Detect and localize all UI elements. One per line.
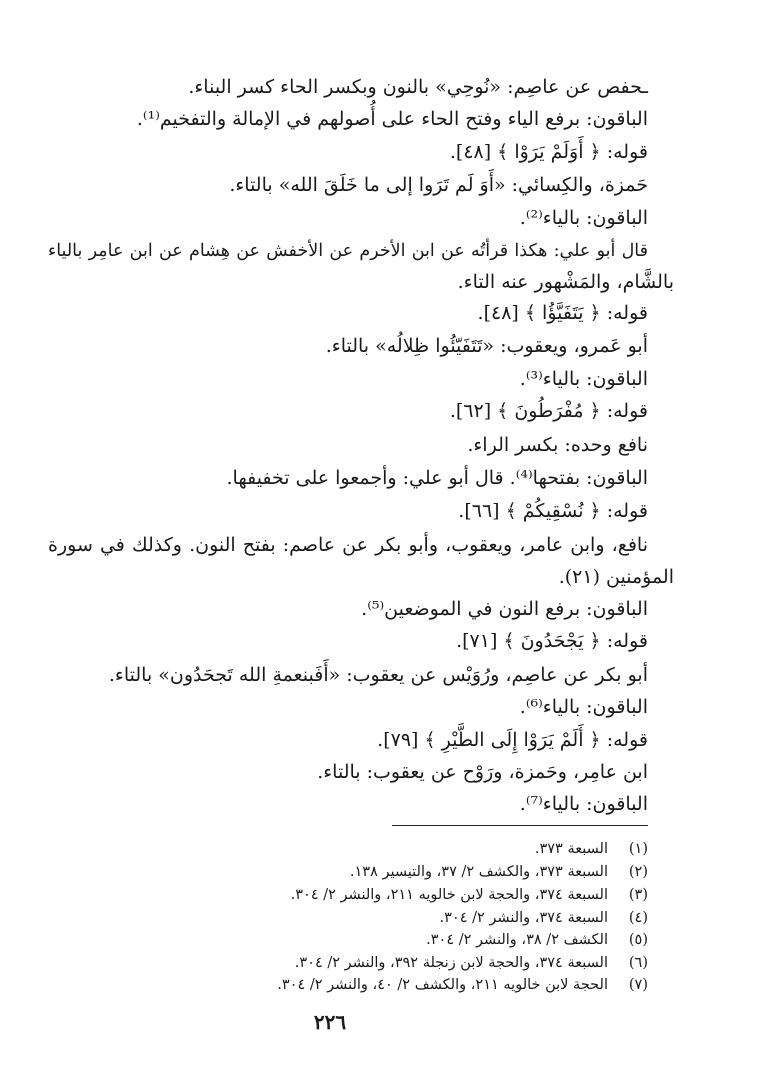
text-line: حَمزة، والكِسائي: «أَوَ لَم تَرَوا إلى ما خَلَقَ الله» بالتاء. <box>229 174 648 196</box>
text-line: قوله: ﴿ يَجْحَدُونَ ﴾ [٧١]. <box>456 630 648 652</box>
footnote-number: (٧) <box>628 977 648 993</box>
text-line: نافع وحده: بكسر الراء. <box>467 434 648 456</box>
text-line: قوله: ﴿ مُفْرَطُونَ ﴾ [٦٢]. <box>449 400 648 422</box>
footnote <box>295 953 648 973</box>
footnote-number: (٤) <box>628 910 648 926</box>
footnote-text: السبعة ٣٧٣، والكشف ٢/ ٣٧، والتيسير ١٣٨. <box>349 864 608 880</box>
text-line: قوله: ﴿ أَوَلَمْ يَرَوْا ﴾ [٤٨]. <box>449 141 648 163</box>
text-line: الباقون: بالياء⁽²⁾. <box>519 207 648 229</box>
footnote <box>291 885 648 905</box>
footnote-number: (١) <box>628 841 648 857</box>
text-line: الباقون: بالياء⁽⁷⁾. <box>519 793 648 815</box>
footnote-text: الحجة لابن خالويه ٢١١، والكشف ٢/ ٤٠، والنشر ٢/ ٣٠٤. <box>277 977 608 993</box>
text-line: بالشَّام، والمَشْهور عنه التاء. <box>457 271 674 293</box>
footnote <box>350 862 648 882</box>
footnote <box>277 975 648 995</box>
footnote-text: السبعة ٣٧٣. <box>534 841 608 857</box>
text-line: قوله: ﴿ أَلَمْ يَرَوْا إِلَى الطَّيْرِ ﴾ [٧٩]. <box>377 729 648 751</box>
footnote-separator <box>392 825 648 826</box>
text-line: قال أبو علي: هكذا قرأتُه عن ابن الأخرم عن الأخفش عن هِشام عن ابن عامِر بالياء <box>48 241 648 261</box>
footnote-text: السبعة ٣٧٤، والحجة لابن خالويه ٢١١، والنشر ٢/ ٣٠٤. <box>290 887 608 903</box>
text-line: قوله: ﴿ يَتَفَيَّؤُا ﴾ [٤٨]. <box>477 302 648 324</box>
footnote <box>426 930 648 950</box>
text-line: الباقون: بالياء⁽⁶⁾. <box>519 696 648 718</box>
text-line: أبو بكر عن عاصِم، ورُوَيْس عن يعقوب: «أَفَبنعمةِ الله تَجحَدُون» بالتاء. <box>108 664 648 686</box>
footnote-text: السبعة ٣٧٤، والحجة لابن زنجلة ٣٩٢، والنشر ٢/ ٣٠٤. <box>294 955 608 971</box>
text-line: أبو عَمرو، ويعقوب: «تَتَفَيّئُوا ظِلالُه» بالتاء. <box>325 335 648 357</box>
text-line: قوله: ﴿ نُسْقِيكُمْ ﴾ [٦٦]. <box>458 500 648 522</box>
footnote <box>535 839 648 859</box>
footnote-text: السبعة ٣٧٤، والنشر ٢/ ٣٠٤. <box>439 910 608 926</box>
footnote <box>440 908 648 928</box>
text-line: نافع، وابن عامر، ويعقوب، وأبو بكر عن عاصم: بفتح النون. وكذلك في سورة <box>48 534 648 556</box>
footnote-text: الكشف ٢/ ٣٨، والنشر ٢/ ٣٠٤. <box>426 932 608 948</box>
text-line: الباقون: بفتحها⁽⁴⁾. قال أبو علي: وأجمعوا على تخفيفها. <box>226 467 648 489</box>
footnote-number: (٣) <box>628 887 648 903</box>
footnote-number: (٢) <box>628 864 648 880</box>
text-line: ـحفص عن عاصِم: «نُوحِي» بالنون وبكسر الحاء كسر البناء. <box>188 76 648 98</box>
page-number: ٢٢٦ <box>313 1010 347 1034</box>
text-line: الباقون: برفع النون في الموضعين⁽⁵⁾. <box>361 598 648 620</box>
footnote-number: (٦) <box>628 955 648 971</box>
text-line: الباقون: بالياء⁽³⁾. <box>519 368 648 390</box>
text-line: ابن عامِر، وحَمزة، ورَوْح عن يعقوب: بالتاء. <box>317 761 648 783</box>
footnote-number: (٥) <box>628 932 648 948</box>
text-line: المؤمنين (٢١). <box>558 566 674 588</box>
text-line: الباقون: برفع الياء وفتح الحاء على أُصولهم في الإمالة والتفخيم⁽¹⁾. <box>136 108 648 130</box>
